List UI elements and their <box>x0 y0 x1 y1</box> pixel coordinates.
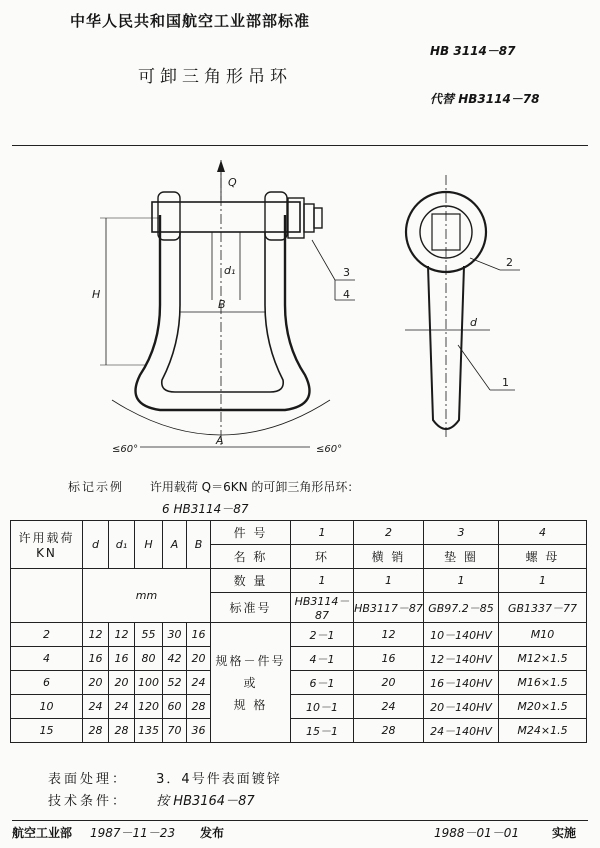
surface-label: 表面处理： <box>48 772 129 787</box>
ring-side-view <box>405 175 520 440</box>
footer-issue-date: 1987－11－23 <box>90 826 176 840</box>
cell-p3: 12－140HV <box>424 647 499 671</box>
row-label-std: 标准号 <box>211 593 291 623</box>
label-part1: 1 <box>502 376 509 389</box>
cell-p2: 12 <box>354 623 424 647</box>
table-row <box>11 671 587 695</box>
part-no-1: 1 <box>291 521 354 545</box>
row-label-part-no: 件 号 <box>211 521 291 545</box>
part-qty-2: 1 <box>354 569 424 593</box>
spec-label-line3: 规 格 <box>233 697 268 712</box>
label-angle-right: ≤60° <box>316 444 343 455</box>
tech-text: 按 HB3164－87 <box>156 794 255 809</box>
standard-title: 可卸三角形吊环 <box>138 67 292 87</box>
cell-b: 24 <box>187 671 211 695</box>
marking-label: 标记示例 <box>68 480 125 494</box>
cell-a: 52 <box>163 671 187 695</box>
cell-d: 20 <box>83 671 109 695</box>
cell-load: 6 <box>11 671 83 695</box>
part-std-3: GB97.2－85 <box>424 593 499 623</box>
cell-h: 120 <box>135 695 163 719</box>
cell-p3: 20－140HV <box>424 695 499 719</box>
cell-h: 80 <box>135 647 163 671</box>
tech-label: 技术条件： <box>48 794 129 809</box>
table-row <box>11 695 587 719</box>
cell-p1: 2－1 <box>291 623 354 647</box>
part-name-3: 垫 圈 <box>424 545 499 569</box>
cell-b: 20 <box>187 647 211 671</box>
part-no-4: 4 <box>499 521 587 545</box>
load-unit: KN <box>36 546 57 560</box>
cell-a: 70 <box>163 719 187 743</box>
table-row <box>11 647 587 671</box>
part-qty-1: 1 <box>291 569 354 593</box>
cell-d: 12 <box>83 623 109 647</box>
cell-p3: 16－140HV <box>424 671 499 695</box>
cell-p4: M12×1.5 <box>499 647 587 671</box>
marking-line <box>68 478 359 495</box>
cell-a: 60 <box>163 695 187 719</box>
part-qty-4: 1 <box>499 569 587 593</box>
cell-d1: 24 <box>109 695 135 719</box>
cell-d: 24 <box>83 695 109 719</box>
spec-table <box>10 520 587 743</box>
cell-d: 28 <box>83 719 109 743</box>
part-no-2: 2 <box>354 521 424 545</box>
label-part3: 3 <box>343 266 350 279</box>
tech-conditions-note <box>48 790 255 809</box>
part-name-1: 环 <box>291 545 354 569</box>
cell-p4: M20×1.5 <box>499 695 587 719</box>
surface-text: 3．4号件表面镀锌 <box>156 772 282 787</box>
table-row <box>11 719 587 743</box>
part-name-4: 螺 母 <box>499 545 587 569</box>
part-name-2: 横 销 <box>354 545 424 569</box>
table-row <box>11 521 587 545</box>
footer-effective-date: 1988－01－01 <box>434 826 520 840</box>
empty-cell <box>11 569 83 623</box>
load-header <box>11 521 83 569</box>
label-d1: d₁ <box>224 264 236 277</box>
part-std-2: HB3117－87 <box>354 593 424 623</box>
cell-load: 2 <box>11 623 83 647</box>
dim-header-a: A <box>163 521 187 569</box>
cell-d1: 28 <box>109 719 135 743</box>
dim-header-d: d <box>83 521 109 569</box>
cell-p4: M16×1.5 <box>499 671 587 695</box>
cell-p2: 20 <box>354 671 424 695</box>
cell-p1: 6－1 <box>291 671 354 695</box>
cell-p2: 28 <box>354 719 424 743</box>
label-angle-left: ≤60° <box>112 444 139 455</box>
marking-example: 6 HB3114－87 <box>162 502 249 516</box>
part-qty-3: 1 <box>424 569 499 593</box>
row-label-qty: 数 量 <box>211 569 291 593</box>
cell-p1: 4－1 <box>291 647 354 671</box>
cell-load: 15 <box>11 719 83 743</box>
part-no-3: 3 <box>424 521 499 545</box>
part-std-1: HB3114－87 <box>291 593 354 623</box>
cell-p2: 16 <box>354 647 424 671</box>
code-number: 3114－87 <box>453 44 516 58</box>
cell-a: 30 <box>163 623 187 647</box>
replaces-prefix: 代替 <box>430 92 455 106</box>
cell-h: 55 <box>135 623 163 647</box>
label-q: Q <box>228 176 237 189</box>
cell-p3: 10－140HV <box>424 623 499 647</box>
cell-p4: M10 <box>499 623 587 647</box>
table-row <box>11 623 587 647</box>
dim-header-h: H <box>135 521 163 569</box>
spec-label <box>211 623 291 743</box>
replaces-number: HB3114－78 <box>458 92 540 106</box>
cell-h: 100 <box>135 671 163 695</box>
ministry-heading: 中华人民共和国航空工业部部标准 <box>70 12 311 30</box>
spec-label-line2: 或 <box>243 675 258 690</box>
cell-d: 16 <box>83 647 109 671</box>
footer-divider <box>12 820 588 821</box>
cell-d1: 16 <box>109 647 135 671</box>
label-h: H <box>92 288 101 301</box>
table-row <box>11 569 587 593</box>
cell-p1: 15－1 <box>291 719 354 743</box>
label-part2: 2 <box>506 256 513 269</box>
unit-mm: mm <box>83 569 211 623</box>
footer-issue-word: 发布 <box>200 826 225 840</box>
cell-d1: 20 <box>109 671 135 695</box>
cell-p1: 10－1 <box>291 695 354 719</box>
label-a: A <box>216 434 224 447</box>
label-b: B <box>218 298 226 311</box>
cell-a: 42 <box>163 647 187 671</box>
cell-p2: 24 <box>354 695 424 719</box>
label-part4: 4 <box>343 288 350 301</box>
cell-load: 10 <box>11 695 83 719</box>
cell-load: 4 <box>11 647 83 671</box>
surface-treatment-note <box>48 768 282 787</box>
cell-b: 16 <box>187 623 211 647</box>
marking-text: 许用载荷 Q＝6KN 的可卸三角形吊环： <box>149 480 360 494</box>
part-std-4: GB1337－77 <box>499 593 587 623</box>
cell-p4: M24×1.5 <box>499 719 587 743</box>
dim-header-b: B <box>187 521 211 569</box>
cell-p3: 24－140HV <box>424 719 499 743</box>
cell-d1: 12 <box>109 623 135 647</box>
label-d: d <box>470 316 477 329</box>
cell-b: 28 <box>187 695 211 719</box>
dim-header-d1: d₁ <box>109 521 135 569</box>
footer-effective-word: 实施 <box>552 826 577 840</box>
row-label-name: 名 称 <box>211 545 291 569</box>
cell-b: 36 <box>187 719 211 743</box>
spec-label-line1: 规格－件号 <box>215 653 286 668</box>
shackle-front-view <box>92 160 355 455</box>
cell-h: 135 <box>135 719 163 743</box>
code-prefix: HB <box>430 44 450 58</box>
load-header-text: 许用载荷 <box>18 531 75 545</box>
footer-issuer: 航空工业部 <box>12 826 73 840</box>
